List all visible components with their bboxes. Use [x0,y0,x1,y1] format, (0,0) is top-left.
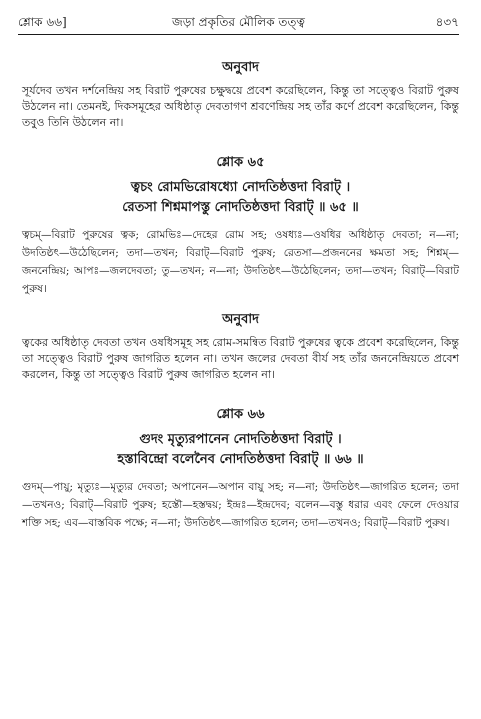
verse-line: রেতসা শিশ্নমাপস্তু নোদতিষ্ঠত্তদা বিরাট্ ॥ ৬৫ ॥ [122,200,359,215]
verse-line: গুদং মৃত্যুরপানেন নোদতিষ্ঠত্তদা বিরাট্ । [139,432,342,447]
page-body [22,50,459,532]
verse-line: হস্তাবিন্দ্রো বলেনৈব নোদতিষ্ঠত্তদা বিরাট্ ॥ ৬৬ ॥ [117,452,364,467]
shloka-block [22,153,459,298]
running-header [18,14,459,32]
verse-line: ত্বচং রোমভিরোষধ্যো নোদতিষ্ঠত্তদা বিরাট্ । [130,180,351,195]
word-for-word-gloss: ত্বচম্—বিরাট পুরুষের ত্বক; রোমভিঃ—দেহের রোম সহ; ওষধ্যঃ—ওষধির অধিষ্ঠাতৃ দেবতা; ন—না; উদতিষ্ঠৎ—উঠেছিলেন; তদা—তখন; বিরাট্—বিরাট পুরুষ; রেতসা—প্রজননের ক্ষমতা সহ; শিশ্নম্—জননেন্দ্রিয়; আপঃ—জলদেবতা; তু—তখন; ন—না; উদতিষ্ঠৎ—উঠেছিলেন; তদা—তখন; বিরাট্—বিরাট পুরুষ। [22,229,459,295]
header-verse-ref: শ্লোক ৬৬] [18,15,67,29]
header-rule [18,34,459,35]
shloka-block [22,405,459,532]
header-chapter-title: জড়া প্রকৃতির মৌলিক তত্ত্ব [172,15,305,29]
shloka-heading: শ্লোক ৬৬ [216,407,265,422]
translation-paragraph: সূর্যদেব তখন দর্শনেন্দ্রিয় সহ বিরাট পুরুষের চক্ষুদ্বয়ে প্রবেশ করেছিলেন, কিন্তু তা সত্ত্বেও বিরাট পুরুষ উঠলেন না। তেমনই, দিকসমূহের অধিষ্ঠাতৃ দেবতাগণ শ্রবণেন্দ্রিয় সহ তাঁর কর্ণে প্রবেশ করেছিলেন, কিন্তু তবুও তিনি উঠলেন না। [22,84,459,129]
header-page-number: ৪৩৭ [435,15,459,29]
translation-heading: অনুবাদ [222,60,259,75]
translation-paragraph: ত্বকের অধিষ্ঠাতৃ দেবতা তখন ওষধিসমূহ সহ রোম-সমন্বিত বিরাট পুরুষের ত্বকে প্রবেশ করেছিলেন, কিন্তু তা সত্ত্বেও বিরাট পুরুষ জাগরিত হলেন না। তখন জলের দেবতা বীর্য সহ তাঁর জননেন্দ্রিয়তে প্রবেশ করলেন, কিন্তু তা সত্ত্বেও বিরাট পুরুষ জাগরিত হলেন না। [22,336,459,381]
word-for-word-gloss: গুদম্—পায়ু; মৃত্যুঃ—মৃত্যুর দেবতা; অপানেন—অপান বায়ু সহ; ন—না; উদতিষ্ঠৎ—জাগরিত হলেন; তদা—তখনও; বিরাট্—বিরাট পুরুষ; হস্তৌ—হস্তদ্বয়; ইন্দ্রঃ—ইন্দ্রদেব; বলেন—বস্তু ধরার এবং ফেলে দেওয়ার শক্তি সহ; এব—বাস্তবিক পক্ষে; ন—না; উদতিষ্ঠৎ—জাগরিত হলেন; তদা—তখনও; বিরাট্—বিরাট পুরুষ। [22,481,459,529]
shloka-heading: শ্লোক ৬৫ [216,155,265,170]
translation-heading: অনুবাদ [222,312,259,327]
